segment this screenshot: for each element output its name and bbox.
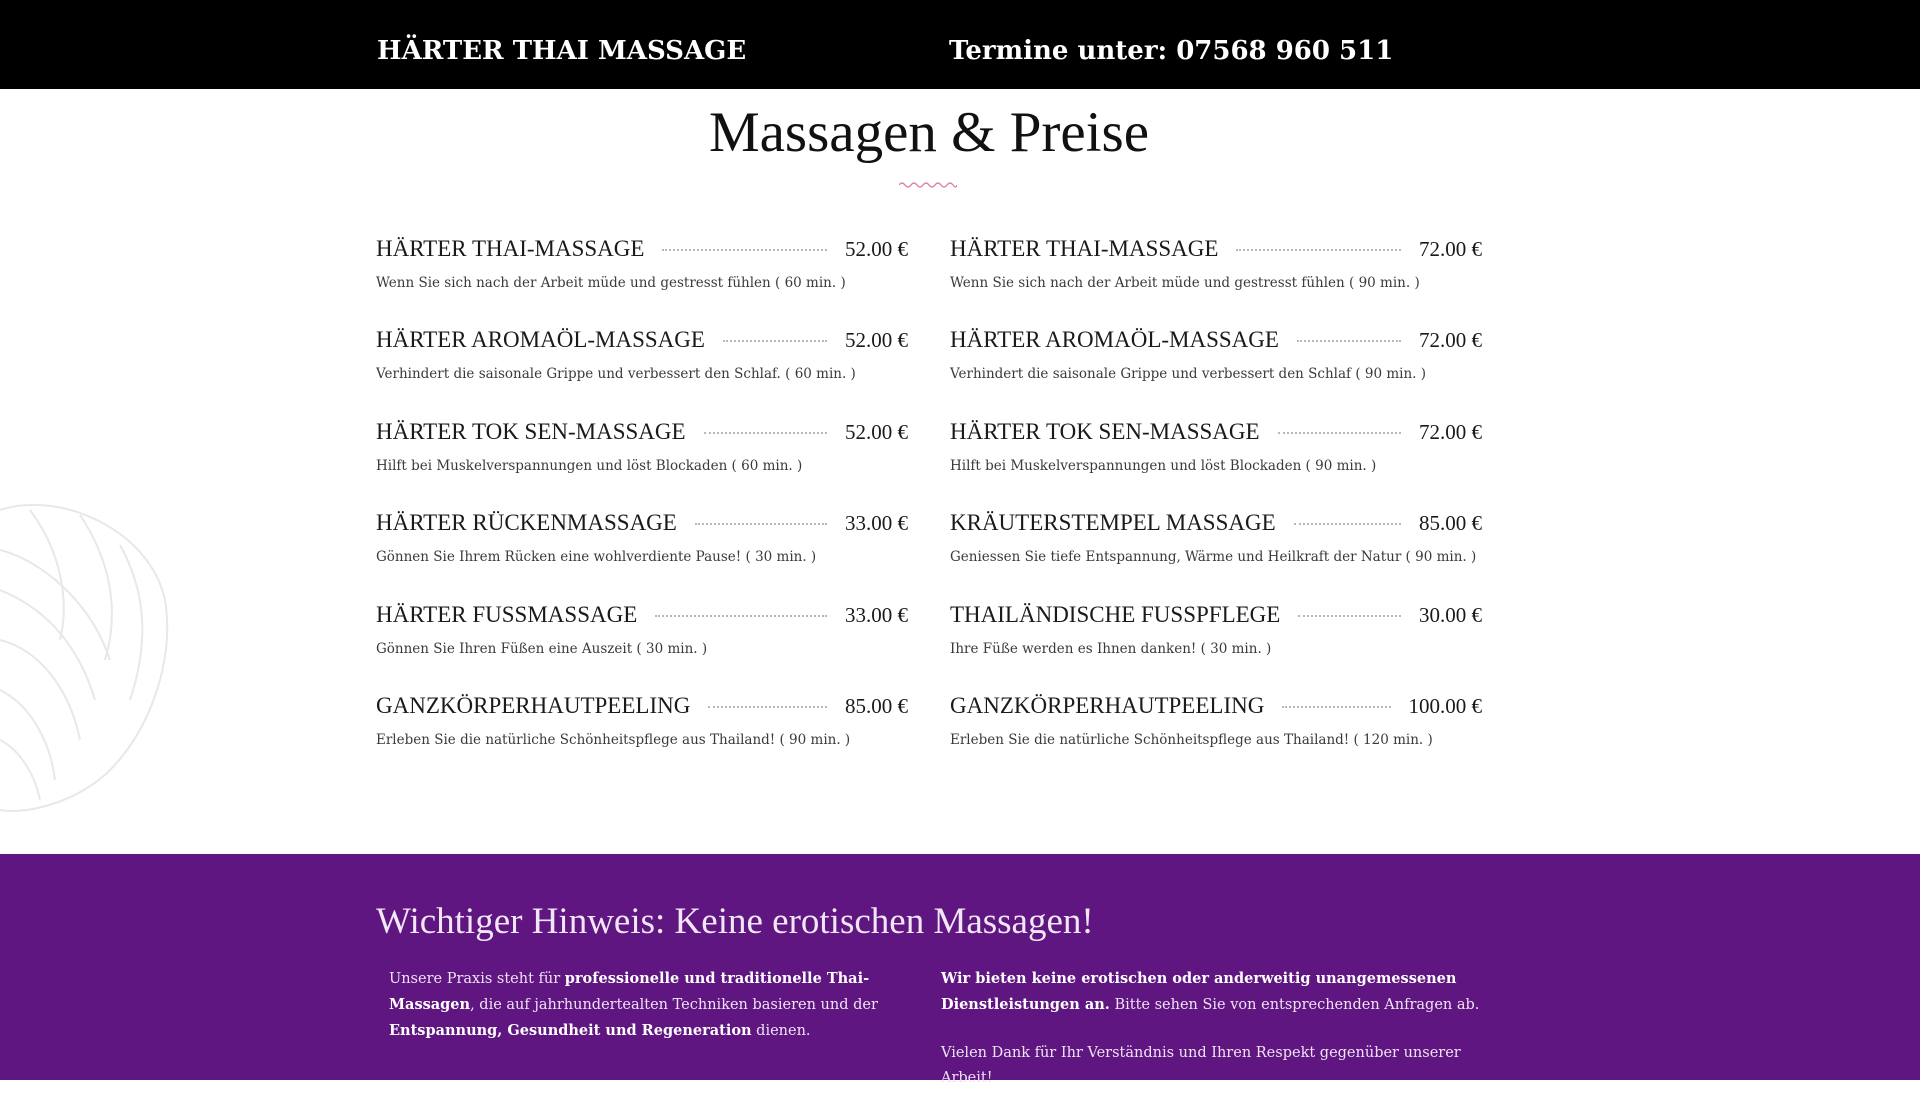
dotted-leader: [1236, 249, 1401, 251]
menu-item-name: HÄRTER THAI-MASSAGE: [950, 236, 1219, 261]
notice-emphasis: Entspannung, Gesundheit und Regeneration: [389, 1022, 752, 1039]
menu-item-price: 100.00 €: [1408, 693, 1482, 718]
menu-item: [376, 510, 908, 601]
menu-item-price: 72.00 €: [1419, 328, 1482, 353]
brand-name[interactable]: HÄRTER THAI MASSAGE: [377, 36, 747, 66]
menu-item: [376, 693, 908, 784]
monstera-leaf-icon: [0, 490, 170, 820]
menu-item-name: KRÄUTERSTEMPEL MASSAGE: [950, 510, 1276, 536]
menu-item-description: Geniessen Sie tiefe Entspannung, Wärme und Heilkraft der Natur ( 90 min. ): [950, 549, 1477, 566]
notice-emphasis: professionelle und traditionelle Thai-Massagen: [389, 970, 870, 1013]
menu-item: [950, 602, 1482, 693]
menu-item-description: Wenn Sie sich nach der Arbeit müde und gestresst fühlen ( 90 min. ): [950, 275, 1420, 291]
dotted-leader: [1297, 340, 1401, 342]
menu-item: [950, 327, 1482, 418]
dotted-leader: [655, 615, 827, 617]
booking-phone[interactable]: Termine unter: 07568 960 511: [949, 36, 1394, 66]
menu-item-description: Gönnen Sie Ihren Füßen eine Auszeit ( 30 min. ): [376, 640, 708, 657]
notice-text: , die auf jahrhundertealten Techniken basieren und der: [470, 997, 878, 1013]
dotted-leader: [708, 706, 827, 708]
top-header-bar: [0, 0, 1920, 89]
menu-item: [376, 419, 908, 510]
menu-item-name: HÄRTER THAI-MASSAGE: [376, 236, 645, 261]
menu-item-price: 52.00 €: [845, 328, 908, 353]
notice-text: dienen.: [751, 1023, 811, 1039]
menu-item-price: 52.00 €: [845, 237, 908, 261]
menu-item: [376, 327, 908, 418]
menu-item-price: 52.00 €: [845, 419, 908, 444]
menu-item-description: Verhindert die saisonale Grippe und verbessert den Schlaf. ( 60 min. ): [376, 366, 856, 383]
menu-item-name: HÄRTER TOK SEN-MASSAGE: [950, 418, 1260, 444]
menu-item: [950, 510, 1482, 601]
notice-title: Wichtiger Hinweis: Keine erotischen Massagen!: [376, 901, 1094, 942]
menu-item: [950, 693, 1482, 784]
dotted-leader: [1278, 432, 1401, 434]
menu-item-name: HÄRTER RÜCKENMASSAGE: [376, 510, 677, 536]
dotted-leader: [695, 523, 827, 525]
menu-item-price: 72.00 €: [1419, 419, 1482, 444]
menu-item-price: 30.00 €: [1419, 602, 1482, 627]
menu-item-price: 85.00 €: [1419, 511, 1482, 536]
menu-item: [376, 236, 908, 327]
menu-item: [950, 236, 1482, 327]
menu-item-name: HÄRTER TOK SEN-MASSAGE: [376, 418, 686, 444]
menu-column-right: [950, 236, 1482, 784]
notice-text: Bitte sehen Sie von entsprechenden Anfragen ab.: [1109, 997, 1480, 1013]
notice-text: Unsere Praxis steht für: [389, 971, 565, 987]
notice-emphasis: Wir bieten keine erotischen oder anderweitig unangemessenen Dienstleistungen an.: [941, 970, 1457, 1013]
menu-item-description: Verhindert die saisonale Grippe und verbessert den Schlaf ( 90 min. ): [950, 366, 1427, 383]
menu-item-name: THAILÄNDISCHE FUSSPFLEGE: [950, 601, 1281, 627]
menu-item-name: HÄRTER AROMAÖL-MASSAGE: [376, 327, 705, 353]
menu-item-description: Gönnen Sie Ihrem Rücken eine wohlverdiente Pause! ( 30 min. ): [376, 549, 817, 566]
menu-column-left: [376, 236, 908, 784]
menu-item: [376, 602, 908, 693]
page-title: Massagen & Preise: [708, 101, 1150, 164]
menu-item-description: Ihre Füße werden es Ihnen danken! ( 30 min. ): [950, 640, 1272, 657]
dotted-leader: [662, 249, 827, 251]
menu-item-description: Wenn Sie sich nach der Arbeit müde und gestresst fühlen ( 60 min. ): [376, 275, 846, 291]
dotted-leader: [1294, 523, 1401, 525]
menu-item-name: HÄRTER AROMAÖL-MASSAGE: [950, 327, 1279, 353]
notice-thanks: Vielen Dank für Ihr Verständnis und Ihren Respekt gegenüber unserer Arbeit!: [941, 1045, 1461, 1086]
menu-item-description: Erleben Sie die natürliche Schönheitspflege aus Thailand! ( 120 min. ): [950, 731, 1433, 748]
menu-item-name: GANZKÖRPERHAUTPEELING: [376, 692, 691, 718]
dotted-leader: [723, 340, 827, 342]
notice-section: [0, 854, 1920, 1086]
menu-item-name: HÄRTER FUSSMASSAGE: [376, 601, 638, 627]
dotted-leader: [1282, 706, 1390, 708]
menu-item-description: Hilft bei Muskelverspannungen und löst Blockaden ( 90 min. ): [950, 457, 1377, 474]
menu-item-price: 72.00 €: [1419, 237, 1482, 261]
menu-item-price: 33.00 €: [845, 602, 908, 627]
menu-item-description: Hilft bei Muskelverspannungen und löst Blockaden ( 60 min. ): [376, 457, 803, 474]
menu-item: [950, 419, 1482, 510]
menu-item-price: 33.00 €: [845, 511, 908, 536]
menu-item-name: GANZKÖRPERHAUTPEELING: [950, 692, 1265, 718]
dotted-leader: [704, 432, 827, 434]
menu-item-price: 85.00 €: [845, 693, 908, 718]
menu-item-description: Erleben Sie die natürliche Schönheitspflege aus Thailand! ( 90 min. ): [376, 731, 851, 748]
notice-text-left: [389, 966, 919, 1067]
wavy-divider-icon: [899, 181, 957, 189]
dotted-leader: [1298, 615, 1401, 617]
notice-text-right: [941, 966, 1501, 1114]
